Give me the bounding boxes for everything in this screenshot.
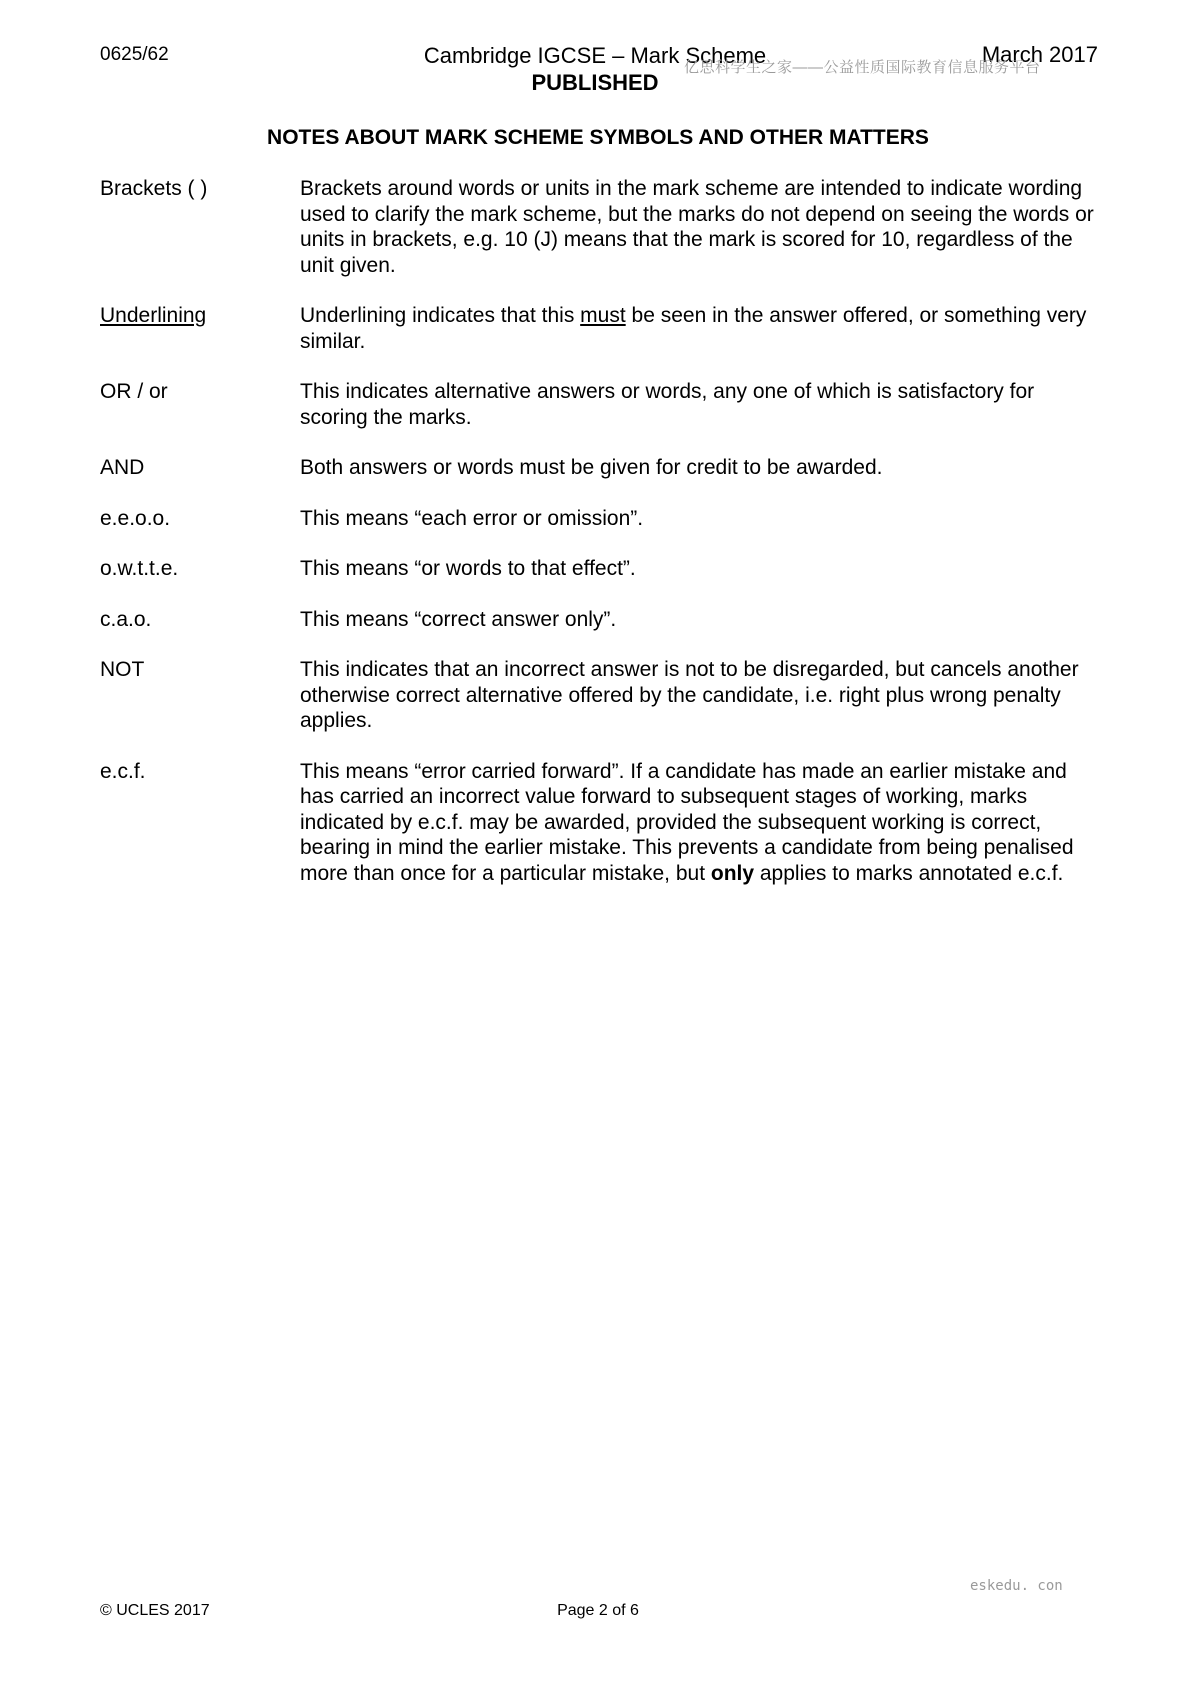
note-description: Underlining indicates that this must be seen in the answer offered, or something very similar. [300, 304, 1087, 353]
emphasis-only: only [710, 861, 755, 885]
note-description: This means “error carried forward”. If a candidate has made an earlier mistake and has carried an incorrect value forward to subsequent stages of working, marks indicated by e.c.f. may be awarded, provided the subsequent working is correct, bearing in mind the earlier mistake. This prevents a candidate from being penalised more than once for a particular mistake, but only applies to marks annotated e.c.f. [300, 759, 1074, 885]
note-term: Underlining [100, 304, 207, 327]
note-row-and [100, 455, 1100, 481]
note-row-brackets [100, 176, 1100, 278]
published-label: PUBLISHED [531, 70, 659, 95]
note-description: This means “each error or omission”. [300, 506, 644, 530]
page-number: Page 2 of 6 [557, 1602, 639, 1619]
header-watermark: 亿思科学生之家——公益性质国际教育信息服务平台 [684, 59, 1041, 76]
note-row-ecf [100, 759, 1100, 887]
note-description: Both answers or words must be given for credit to be awarded. [300, 456, 883, 479]
emphasis-must: must [580, 304, 626, 327]
note-description: Brackets around words or units in the mark scheme are intended to indicate wording used to clarify the mark scheme, but the marks do not depend on seeing the words or units in brackets, e.g. 10 (J) means that the mark is scored for 10, regardless of the unit given. [300, 177, 1094, 277]
note-term: c.a.o. [100, 607, 152, 631]
note-description: This means “correct answer only”. [300, 607, 617, 631]
note-term: OR / or [100, 380, 168, 403]
note-term: e.e.o.o. [100, 506, 171, 530]
section-title: NOTES ABOUT MARK SCHEME SYMBOLS AND OTHER MATTERS [267, 126, 929, 149]
note-row-cao [100, 607, 1100, 633]
note-term: Brackets ( ) [100, 177, 208, 200]
note-description: This indicates that an incorrect answer is not to be disregarded, but cancels another otherwise correct alternative offered by the candidate, i.e. right plus wrong penalty applies. [300, 658, 1079, 732]
note-description: This indicates alternative answers or words, any one of which is satisfactory for scoring the marks. [300, 380, 1035, 429]
exam-date: March 2017 [981, 42, 1098, 67]
document-title: Cambridge IGCSE – Mark Scheme [423, 43, 767, 68]
note-term: NOT [100, 658, 145, 681]
copyright-notice: © UCLES 2017 [100, 1602, 210, 1619]
note-description: This means “or words to that effect”. [300, 557, 636, 580]
paper-code: 0625/62 [100, 44, 169, 65]
footer-watermark: eskedu. con [970, 1578, 1063, 1594]
note-term: AND [100, 456, 145, 479]
note-row-not [100, 657, 1100, 734]
note-row-eeoo [100, 506, 1100, 532]
note-row-or [100, 379, 1100, 430]
note-row-underlining [100, 303, 1100, 354]
note-term: o.w.t.t.e. [100, 557, 179, 580]
note-term: e.c.f. [100, 759, 146, 783]
note-row-owtte [100, 556, 1100, 582]
notes-list [100, 176, 1100, 911]
